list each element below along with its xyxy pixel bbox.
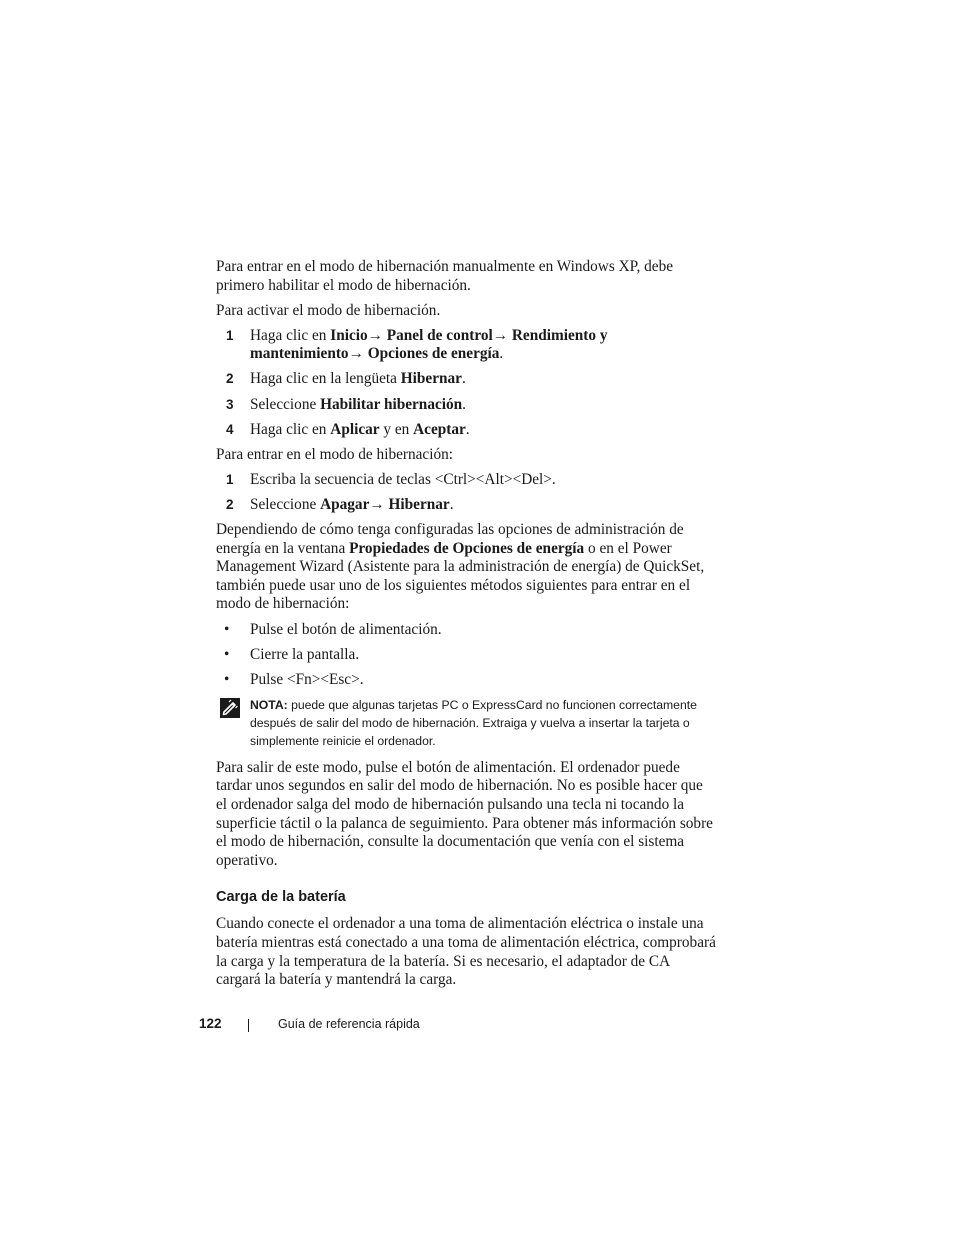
note-text: puede que algunas tarjetas PC o ExpressCard no funcionen correctamente después de salir del modo de hibernación. Extraiga y vuelva a insertar la tarjeta o simplemente reinicie el ordenador.: [250, 697, 697, 748]
method-item-2: • Cierre la pantalla.: [224, 645, 360, 663]
enter-step-2: 2 Seleccione Apagar→ Hibernar.: [226, 495, 454, 513]
menu-panel-de-control: Panel de control: [386, 326, 493, 344]
step-number: 4: [226, 421, 234, 437]
button-aplicar: Aplicar: [330, 420, 380, 438]
bullet: •: [224, 645, 230, 663]
option-habilitar-hibernacion: Habilitar hibernación: [320, 395, 463, 413]
footer-title: Guía de referencia rápida: [278, 1017, 420, 1031]
enter-step-1: 1 Escriba la secuencia de teclas <Ctrl><Alt><Del>.: [226, 470, 556, 488]
button-aceptar: Aceptar: [413, 420, 466, 438]
section-paragraph: Cuando conecte el ordenador a una toma de alimentación eléctrica o instale una batería mientras está conectado a una toma de alimentación eléctrica, comprobará la carga y la temperatura de la batería. Si es necesario, el adaptador de CA cargará la batería y mantendrá la carga.: [216, 915, 716, 989]
enable-step-1: 1 Haga clic en Inicio→ Panel de control→ Rendimiento y mantenimiento→ Opciones de energía.: [226, 326, 608, 363]
method-item-1: • Pulse el botón de alimentación.: [224, 620, 442, 638]
menu-hibernar: Hibernar: [388, 495, 450, 513]
method-item-3: • Pulse <Fn><Esc>.: [224, 670, 364, 688]
page-footer: [0, 1016, 954, 1036]
exit-paragraph: Para salir de este modo, pulse el botón de alimentación. El ordenador puede tardar unos segundos en salir del modo de hibernación. No es posible hacer que el ordenador salga del modo de hibernación pulsando una tecla ni tocando la superficie táctil o la palanca de seguimiento. Para obtener más información sobre el modo de hibernación, consulte la documentación que venía con el sistema operativo.: [216, 758, 713, 869]
window-propiedades: Propiedades de Opciones de energía: [349, 539, 585, 557]
enable-step-2: 2 Haga clic en la lengüeta Hibernar.: [226, 370, 466, 388]
intro-paragraph-2: Para activar el modo de hibernación.: [216, 301, 441, 319]
step-number: 3: [226, 396, 234, 412]
page-body: [216, 258, 716, 996]
note-pencil-icon: [220, 698, 240, 718]
menu-inicio: Inicio: [330, 326, 368, 344]
note-box: [216, 696, 716, 750]
methods-paragraph: Dependiendo de cómo tenga configuradas las opciones de administración de energía en la ventana Propiedades de Opciones de energía o en el Power Management Wizard (Asistente para la administración de energía) de QuickSet, también puede usar uno de los siguientes métodos siguientes para entrar en el modo de hibernación:: [216, 521, 705, 613]
menu-apagar: Apagar: [320, 495, 370, 513]
step-number: 1: [226, 471, 234, 487]
footer-separator: [248, 1019, 249, 1032]
menu-rendimiento: Rendimiento y mantenimiento: [250, 326, 608, 363]
step-number: 2: [226, 496, 234, 512]
note-label: NOTA:: [250, 697, 288, 712]
step-number: 1: [226, 327, 234, 343]
bullet: •: [224, 670, 230, 688]
enable-step-3: 3 Seleccione Habilitar hibernación.: [226, 395, 466, 413]
page-number: 122: [199, 1016, 222, 1031]
step-number: 2: [226, 371, 234, 387]
section-heading: Carga de la batería: [216, 889, 346, 906]
intro-paragraph-1: Para entrar en el modo de hibernación manualmente en Windows XP, debe primero habilitar el modo de hibernación.: [216, 258, 674, 294]
tab-hibernar: Hibernar: [400, 370, 462, 388]
menu-opciones-energia: Opciones de energía: [367, 345, 500, 363]
bullet: •: [224, 620, 230, 638]
enable-step-4: 4 Haga clic en Aplicar y en Aceptar.: [226, 420, 470, 438]
enter-label: Para entrar en el modo de hibernación:: [216, 445, 454, 463]
